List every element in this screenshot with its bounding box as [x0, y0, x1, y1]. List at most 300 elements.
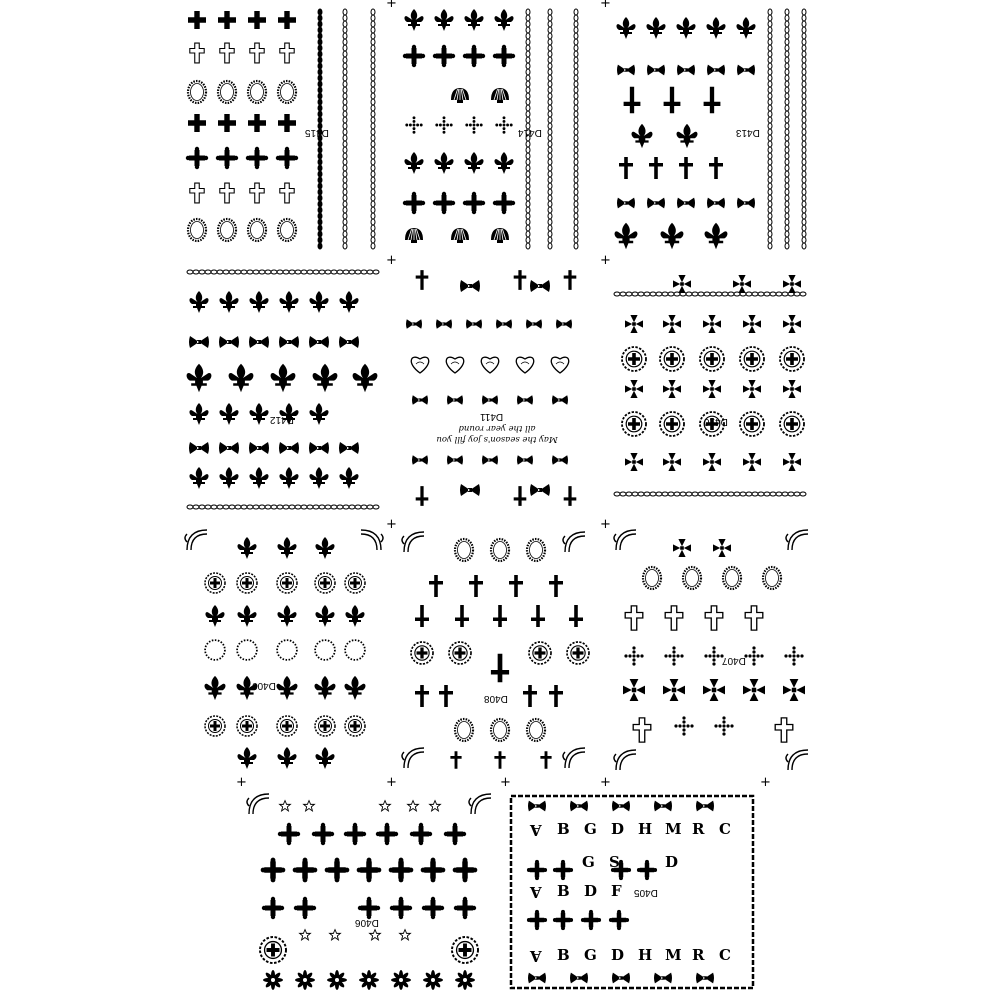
chain-link	[574, 123, 578, 129]
chain-link	[788, 492, 794, 496]
chain-link	[526, 87, 530, 93]
chain-link	[371, 165, 375, 171]
bow-shape	[460, 484, 480, 496]
medallion-sticker	[237, 573, 257, 593]
cross-shape	[219, 150, 235, 166]
oval-frame-sticker	[218, 81, 236, 103]
cross-ball	[287, 841, 291, 845]
oval-frame-sticker	[723, 567, 741, 589]
bow-sticker	[339, 336, 359, 348]
dot-cross-dot	[682, 724, 685, 727]
ornate-cross-sticker	[216, 147, 238, 169]
sheet-code: D407	[722, 655, 746, 666]
chain-link	[355, 505, 361, 509]
chain-link	[526, 237, 530, 243]
cross-ball	[255, 147, 259, 151]
chain-link	[371, 171, 375, 177]
fleur-sticker	[616, 17, 635, 39]
chain-link	[785, 81, 789, 87]
chain-link	[526, 201, 530, 207]
outline-cross-sticker	[633, 718, 651, 742]
dot-cross-dot	[752, 662, 755, 665]
fleur-de-lis-shape	[434, 152, 453, 174]
bow-sticker	[279, 442, 299, 454]
chain-link	[785, 123, 789, 129]
latin-cross-shape	[514, 270, 527, 290]
cross-sticker	[278, 114, 296, 132]
fleur-de-lis-shape	[705, 223, 728, 249]
outline-cross-sticker	[775, 718, 793, 742]
cross-ball	[481, 201, 485, 205]
cross-sticker	[188, 11, 206, 29]
chain-link	[674, 492, 680, 496]
chain-link	[716, 292, 722, 296]
pattee-cross-sticker	[663, 380, 681, 398]
medallion-cross	[210, 721, 220, 731]
fleur-de-lis-shape	[205, 605, 224, 627]
chain-link	[632, 292, 638, 296]
ornate-cross-sticker	[389, 858, 414, 883]
medallion-cross	[628, 418, 640, 430]
chain-link	[785, 129, 789, 135]
chain-link	[319, 505, 325, 509]
chain-link	[337, 505, 343, 509]
chain-link	[644, 292, 650, 296]
gothic-letter: R	[692, 946, 705, 964]
bow-sticker	[556, 319, 572, 329]
chain-link	[187, 505, 193, 509]
chain-link	[325, 270, 331, 274]
cross-shape	[297, 900, 313, 916]
cross-ball	[353, 841, 357, 845]
fleur-de-lis-shape	[219, 403, 238, 425]
ornament-sticker	[654, 973, 672, 984]
chain-link	[548, 27, 552, 33]
fleur-de-lis-shape	[339, 291, 358, 313]
cross-ball	[453, 841, 457, 845]
fleur-sticker	[494, 152, 513, 174]
inverted-cross-sticker	[455, 605, 469, 627]
dot-cross-dot	[760, 654, 763, 657]
chain-link	[548, 195, 552, 201]
cross-ball	[399, 915, 403, 919]
chain-link	[548, 159, 552, 165]
dotted-cross-sticker	[704, 646, 723, 665]
flower-center	[335, 978, 339, 982]
chain-link	[526, 63, 530, 69]
chain-link	[371, 213, 375, 219]
letters-row-2	[527, 855, 742, 871]
cross-shape	[249, 150, 265, 166]
ornament-sticker	[696, 973, 714, 984]
pattee-cross-sticker	[783, 380, 801, 398]
cross-ball	[325, 868, 330, 873]
chain-link	[247, 505, 253, 509]
pattee-cross-sticker	[783, 275, 801, 293]
oval-frame-sticker	[218, 219, 236, 241]
cross-ball	[399, 877, 404, 882]
gothic-letter: G	[582, 853, 595, 871]
pattee-cross-shape	[743, 380, 761, 398]
chain-link	[768, 39, 772, 45]
chain-link	[318, 33, 322, 39]
chain-link	[223, 505, 229, 509]
fleur-de-lis-shape	[189, 467, 208, 489]
chain-link	[574, 201, 578, 207]
oval-frame-sticker	[491, 719, 509, 741]
gothic-letter: B	[557, 882, 570, 900]
gothic-letter: D	[584, 882, 598, 900]
bow-sticker	[517, 455, 533, 465]
chain-link	[668, 492, 674, 496]
latin-cross-sticker	[469, 575, 483, 597]
chain-link	[241, 270, 247, 274]
chain-link	[548, 69, 552, 75]
chain-link	[526, 159, 530, 165]
chain-link	[662, 492, 668, 496]
outline-cross-shape	[705, 606, 723, 630]
heart-sticker	[411, 357, 428, 373]
bow-shape	[707, 198, 725, 209]
chain-link	[574, 177, 578, 183]
chain-link	[776, 492, 782, 496]
bow-shape	[530, 280, 550, 292]
latin-cross-shape	[439, 685, 453, 707]
chain-link	[331, 505, 337, 509]
fleur-de-lis-shape	[661, 223, 684, 249]
fleur-de-lis-shape	[494, 152, 513, 174]
oval-frame-sticker	[278, 81, 296, 103]
pattee-cross-shape	[663, 453, 681, 471]
latin-cross-sticker	[450, 751, 461, 769]
chain-link	[710, 292, 716, 296]
cross-ball	[419, 823, 423, 827]
bow-sticker	[460, 280, 480, 292]
chain-link	[548, 57, 552, 63]
chain-link	[526, 153, 530, 159]
dot-cross-dot	[469, 124, 472, 127]
crop-mark: +	[386, 0, 397, 11]
chain-link	[802, 153, 806, 159]
crop-mark: +	[236, 775, 247, 790]
fleur-sticker	[706, 17, 725, 39]
dot-cross-dot	[676, 654, 679, 657]
gothic-letter: A	[530, 947, 542, 965]
ornate-cross-sticker	[246, 147, 268, 169]
latin-cross-sticker	[619, 157, 633, 179]
fleur-de-lis-shape	[271, 364, 296, 393]
corner-ornament	[563, 748, 585, 768]
chain-link	[802, 213, 806, 219]
dot-cross-dot	[722, 728, 725, 731]
chain-link	[782, 292, 788, 296]
chain-link	[802, 183, 806, 189]
dot-cross-dot	[632, 646, 635, 649]
ornate-cross-sticker	[410, 823, 432, 845]
chain-link	[785, 9, 789, 15]
pattee-cross-shape	[713, 539, 731, 557]
chain-link	[526, 81, 530, 87]
heart-outline	[516, 357, 533, 373]
latin-cross-sticker	[509, 575, 523, 597]
chain-link	[318, 57, 322, 63]
chain-link	[574, 213, 578, 219]
chain-link	[802, 117, 806, 123]
heart-sticker	[481, 357, 498, 373]
chain-link	[768, 57, 772, 63]
gothic-letter: H	[638, 820, 653, 838]
flower-center	[367, 978, 371, 982]
chain-link	[371, 135, 375, 141]
cross-shape	[406, 48, 422, 64]
chain-link	[785, 183, 789, 189]
chain-link	[526, 21, 530, 27]
chain-link	[211, 505, 217, 509]
fleur-sticker	[344, 676, 365, 700]
sheet-code: D408	[484, 693, 508, 704]
fleur-de-lis-shape	[237, 747, 256, 769]
star-sticker	[430, 801, 441, 811]
chain-link	[764, 492, 770, 496]
chain-link	[802, 189, 806, 195]
chain-link	[656, 292, 662, 296]
bow-shape	[249, 442, 269, 454]
chain-link	[349, 270, 355, 274]
chain-link	[337, 270, 343, 274]
chain-link	[343, 153, 347, 159]
flower-center	[399, 978, 403, 982]
medallion-cross	[666, 418, 678, 430]
chain-link	[289, 270, 295, 274]
chain-link	[574, 33, 578, 39]
corner-ornament	[361, 530, 383, 550]
bow-sticker	[447, 395, 463, 405]
sticker-sheet-d412	[185, 264, 385, 514]
cross-ball	[410, 832, 414, 836]
chain-link	[768, 123, 772, 129]
pattee-cross-sticker	[743, 453, 761, 471]
cross-shape	[584, 913, 598, 927]
chain-link	[253, 505, 259, 509]
gothic-letter: M	[665, 820, 682, 838]
chain-link	[343, 171, 347, 177]
chain-link	[768, 195, 772, 201]
cross-sticker	[278, 11, 296, 29]
cross-ball	[444, 832, 448, 836]
fleur-sticker	[339, 291, 358, 313]
chain-link	[785, 75, 789, 81]
chain-link	[802, 105, 806, 111]
ornate-cross-sticker	[358, 897, 380, 919]
chain-link	[371, 237, 375, 243]
cross-shape	[188, 11, 206, 29]
chain-link	[574, 45, 578, 51]
cross-shape	[436, 195, 452, 211]
cross-ball	[271, 915, 275, 919]
chain-link	[318, 93, 322, 99]
chain-link	[574, 135, 578, 141]
fleur-de-lis-shape	[353, 364, 378, 393]
dot-cross-dot	[624, 654, 627, 657]
chain-link	[371, 225, 375, 231]
chain-link	[548, 225, 552, 231]
bow-sticker	[412, 455, 428, 465]
fleur-sticker	[229, 364, 254, 393]
chain-link	[371, 153, 375, 159]
cross-ball	[262, 906, 266, 910]
dot-cross-dot	[682, 720, 685, 723]
pattee-cross-sticker	[743, 380, 761, 398]
chain-link	[343, 123, 347, 129]
cross-ball	[511, 54, 515, 58]
dot-cross-dot	[712, 658, 715, 661]
chain-link	[574, 195, 578, 201]
fleur-sticker	[219, 403, 238, 425]
bow-sticker	[436, 319, 452, 329]
fleur-sticker	[189, 467, 208, 489]
chain-link	[802, 171, 806, 177]
fleur-sticker	[434, 9, 453, 31]
dot-cross-dot	[752, 658, 755, 661]
cross-shape	[281, 826, 297, 842]
pattee-cross-shape	[743, 315, 761, 333]
sticker-sheet-d408	[400, 528, 595, 776]
star-sticker	[330, 930, 341, 940]
gothic-letter: A	[530, 821, 542, 839]
chain-link	[526, 117, 530, 123]
latin-cross-shape	[523, 685, 537, 707]
dot-cross-dot	[674, 724, 677, 727]
cross-ball	[344, 868, 349, 873]
chain-link	[343, 81, 347, 87]
cross-ball	[431, 915, 435, 919]
chain-link	[574, 69, 578, 75]
gothic-letter: C	[719, 946, 731, 964]
corner-ornament	[563, 532, 585, 552]
chain-link	[343, 219, 347, 225]
chain-link	[548, 15, 552, 21]
dotted-cross-sticker	[405, 116, 422, 133]
cross-ball	[431, 877, 436, 882]
chain-link	[526, 93, 530, 99]
sheet-d407-art	[612, 528, 812, 776]
chain-link	[768, 225, 772, 231]
gothic-letter: M	[665, 946, 682, 964]
bow-shape	[677, 65, 695, 76]
cross-shape	[264, 861, 282, 879]
chain-link	[574, 129, 578, 135]
greeting-verse	[422, 422, 572, 444]
chain-link	[768, 213, 772, 219]
cross-ball	[335, 858, 340, 863]
medallion-sticker	[205, 716, 225, 736]
dot-cross-dot	[465, 124, 468, 127]
chain-link	[734, 492, 740, 496]
bow-shape	[570, 973, 588, 984]
scroll-sticker	[617, 65, 635, 76]
gothic-letter: D	[611, 946, 625, 964]
heart-script	[416, 362, 424, 364]
dot-cross-dot	[632, 658, 635, 661]
cross-shape	[328, 861, 346, 879]
dot-cross-dot	[752, 654, 755, 657]
chain-link	[318, 21, 322, 27]
bow-shape	[447, 455, 463, 465]
chain-link	[371, 87, 375, 93]
oval-frame-inner	[686, 570, 699, 587]
dot-cross-dot	[726, 724, 729, 727]
outline-cross-sticker	[190, 43, 204, 63]
sheet-code: D415	[305, 127, 329, 138]
dot-cross-dot	[712, 654, 715, 657]
chain-link	[800, 292, 806, 296]
chain-link	[343, 141, 347, 147]
chain-link	[343, 270, 349, 274]
star-outline	[408, 801, 419, 811]
chain-link	[355, 270, 361, 274]
dot-cross-dot	[503, 124, 506, 127]
fleur-sticker	[205, 605, 224, 627]
dot-cross-dot	[796, 654, 799, 657]
oval-frame-sticker	[643, 567, 661, 589]
cross-ball	[442, 192, 446, 196]
corner-ornament	[614, 530, 636, 550]
chain-link	[574, 153, 578, 159]
oval-frame-inner	[458, 542, 471, 559]
latin-cross-sticker	[709, 157, 723, 179]
chain-link	[802, 231, 806, 237]
ornament-sticker	[570, 801, 588, 812]
medallion-cross	[282, 721, 292, 731]
pattee-cross-shape	[703, 315, 721, 333]
dot-cross-dot	[632, 654, 635, 657]
pattee-cross-shape	[743, 453, 761, 471]
dot-cross-dot	[752, 650, 755, 653]
chain-link	[768, 159, 772, 165]
medallion-cross	[455, 648, 466, 659]
cross-sticker	[248, 114, 266, 132]
oval-frame-sticker	[763, 567, 781, 589]
fleur-de-lis-shape	[277, 747, 296, 769]
star-sticker	[304, 801, 315, 811]
medallion-cross	[282, 578, 292, 588]
outline-cross-shape	[220, 43, 234, 63]
sheet-d410-art	[612, 264, 812, 514]
chain-link	[802, 237, 806, 243]
chain-link	[295, 505, 301, 509]
chain-link	[802, 93, 806, 99]
latin-cross-shape	[494, 751, 505, 769]
inverted-cross-shape	[564, 486, 577, 506]
bow-shape	[552, 455, 568, 465]
cross-shape	[413, 826, 429, 842]
chain-link	[802, 141, 806, 147]
dot-cross-dot	[792, 658, 795, 661]
medallion-sticker	[345, 716, 365, 736]
chain-link	[526, 213, 530, 219]
bow-shape	[279, 336, 299, 348]
bow-sticker	[460, 484, 480, 496]
dot-cross-dot	[792, 650, 795, 653]
chain-link	[785, 51, 789, 57]
chain-link	[758, 292, 764, 296]
pattee-cross-sticker	[623, 679, 645, 701]
chain-link	[371, 99, 375, 105]
medallion-sticker	[740, 347, 764, 371]
chain-link	[802, 81, 806, 87]
chain-link	[217, 505, 223, 509]
chain-link	[318, 189, 322, 195]
